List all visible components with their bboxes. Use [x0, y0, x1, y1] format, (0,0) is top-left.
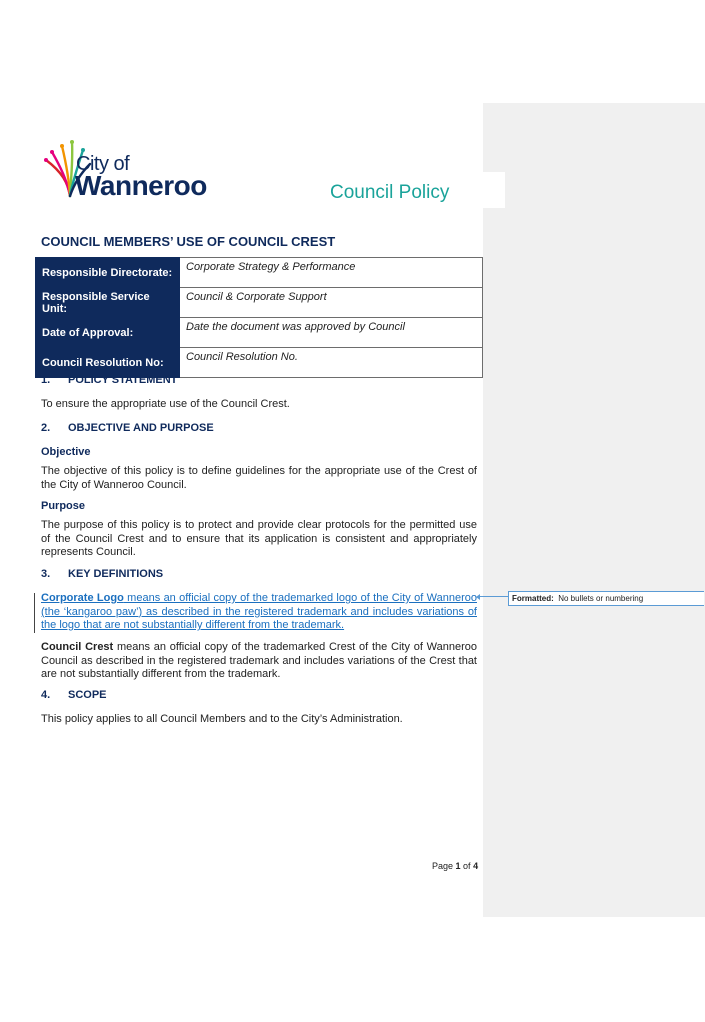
section-heading-objective-purpose [41, 422, 214, 434]
section-heading-key-definitions [41, 568, 163, 580]
meta-value[interactable]: Council Resolution No. [180, 348, 483, 378]
meta-label: Date of Approval: [36, 318, 180, 348]
page-of: of [460, 861, 474, 871]
section-heading-scope [41, 689, 107, 701]
logo-text-wanneroo: Wanneroo [75, 170, 207, 201]
scope-text: This policy applies to all Council Members and to the City’s Administration. [41, 713, 403, 725]
section-number: 4. [41, 689, 51, 701]
purpose-heading: Purpose [41, 500, 86, 512]
meta-label: Council Resolution No: [36, 348, 180, 378]
section-number: 1. [41, 374, 51, 386]
page-current: 1 [455, 861, 461, 871]
meta-label: Responsible Service Unit: [36, 288, 180, 318]
table-row [36, 318, 483, 348]
markup-pane-notch [483, 172, 505, 208]
meta-label: Responsible Directorate: [36, 258, 180, 288]
balloon-anchor [476, 594, 480, 600]
section-heading-policy-statement [41, 374, 177, 386]
logo-text-city-of: City of [76, 153, 130, 175]
policy-statement-text: To ensure the appropriate use of the Council Crest. [41, 398, 290, 410]
definition-term: Council Crest [41, 641, 114, 653]
page-prefix: Page [432, 861, 456, 871]
section-number: 3. [41, 568, 51, 580]
section-title: KEY DEFINITIONS [68, 568, 164, 580]
definition-council-crest [41, 641, 477, 682]
meta-value[interactable]: Council & Corporate Support [180, 288, 483, 318]
section-number: 2. [41, 422, 51, 434]
balloon-connector [479, 596, 508, 597]
table-row [36, 258, 483, 288]
comment-label: Formatted: [512, 594, 554, 603]
page-number [432, 861, 478, 871]
formatting-comment-balloon[interactable] [508, 591, 704, 606]
table-row [36, 348, 483, 378]
meta-value[interactable]: Corporate Strategy & Performance [180, 258, 483, 288]
policy-meta-table [35, 257, 483, 378]
markup-pane [483, 103, 705, 917]
definition-text: means an official copy of the trademarked Crest of the City of Wanneroo Council as described in the registered trademark and includes variations of the Crest that are not substantially different from the trademark. [41, 641, 477, 680]
comment-text: No bullets or numbering [558, 594, 644, 603]
objective-heading: Objective [41, 446, 91, 458]
table-row [36, 288, 483, 318]
definition-text: means an official copy of the trademarked logo of the City of Wanneroo (the ‘kangaroo paw’) as described in the registered trademark and includes variations of the logo that are not substantially different from the trademark. [41, 592, 477, 631]
meta-value[interactable]: Date the document was approved by Council [180, 318, 483, 348]
definition-corporate-logo[interactable] [41, 592, 477, 633]
policy-title: COUNCIL MEMBERS’ USE OF COUNCIL CREST [41, 234, 336, 249]
document-type: Council Policy [330, 182, 450, 203]
definition-term: Corporate Logo [41, 592, 124, 604]
section-title: POLICY STATEMENT [68, 374, 178, 386]
page-total: 4 [473, 861, 479, 871]
purpose-text: The purpose of this policy is to protect and provide clear protocols for the permitted use of the Council Crest and to ensure that its application is consistent and appropriately represents Council. [41, 519, 477, 558]
objective-text: The objective of this policy is to define guidelines for the appropriate use of the Crest of the City of Wanneroo Council. [41, 465, 477, 491]
section-title: SCOPE [68, 689, 107, 701]
section-title: OBJECTIVE AND PURPOSE [68, 422, 214, 434]
change-bar [34, 593, 35, 633]
